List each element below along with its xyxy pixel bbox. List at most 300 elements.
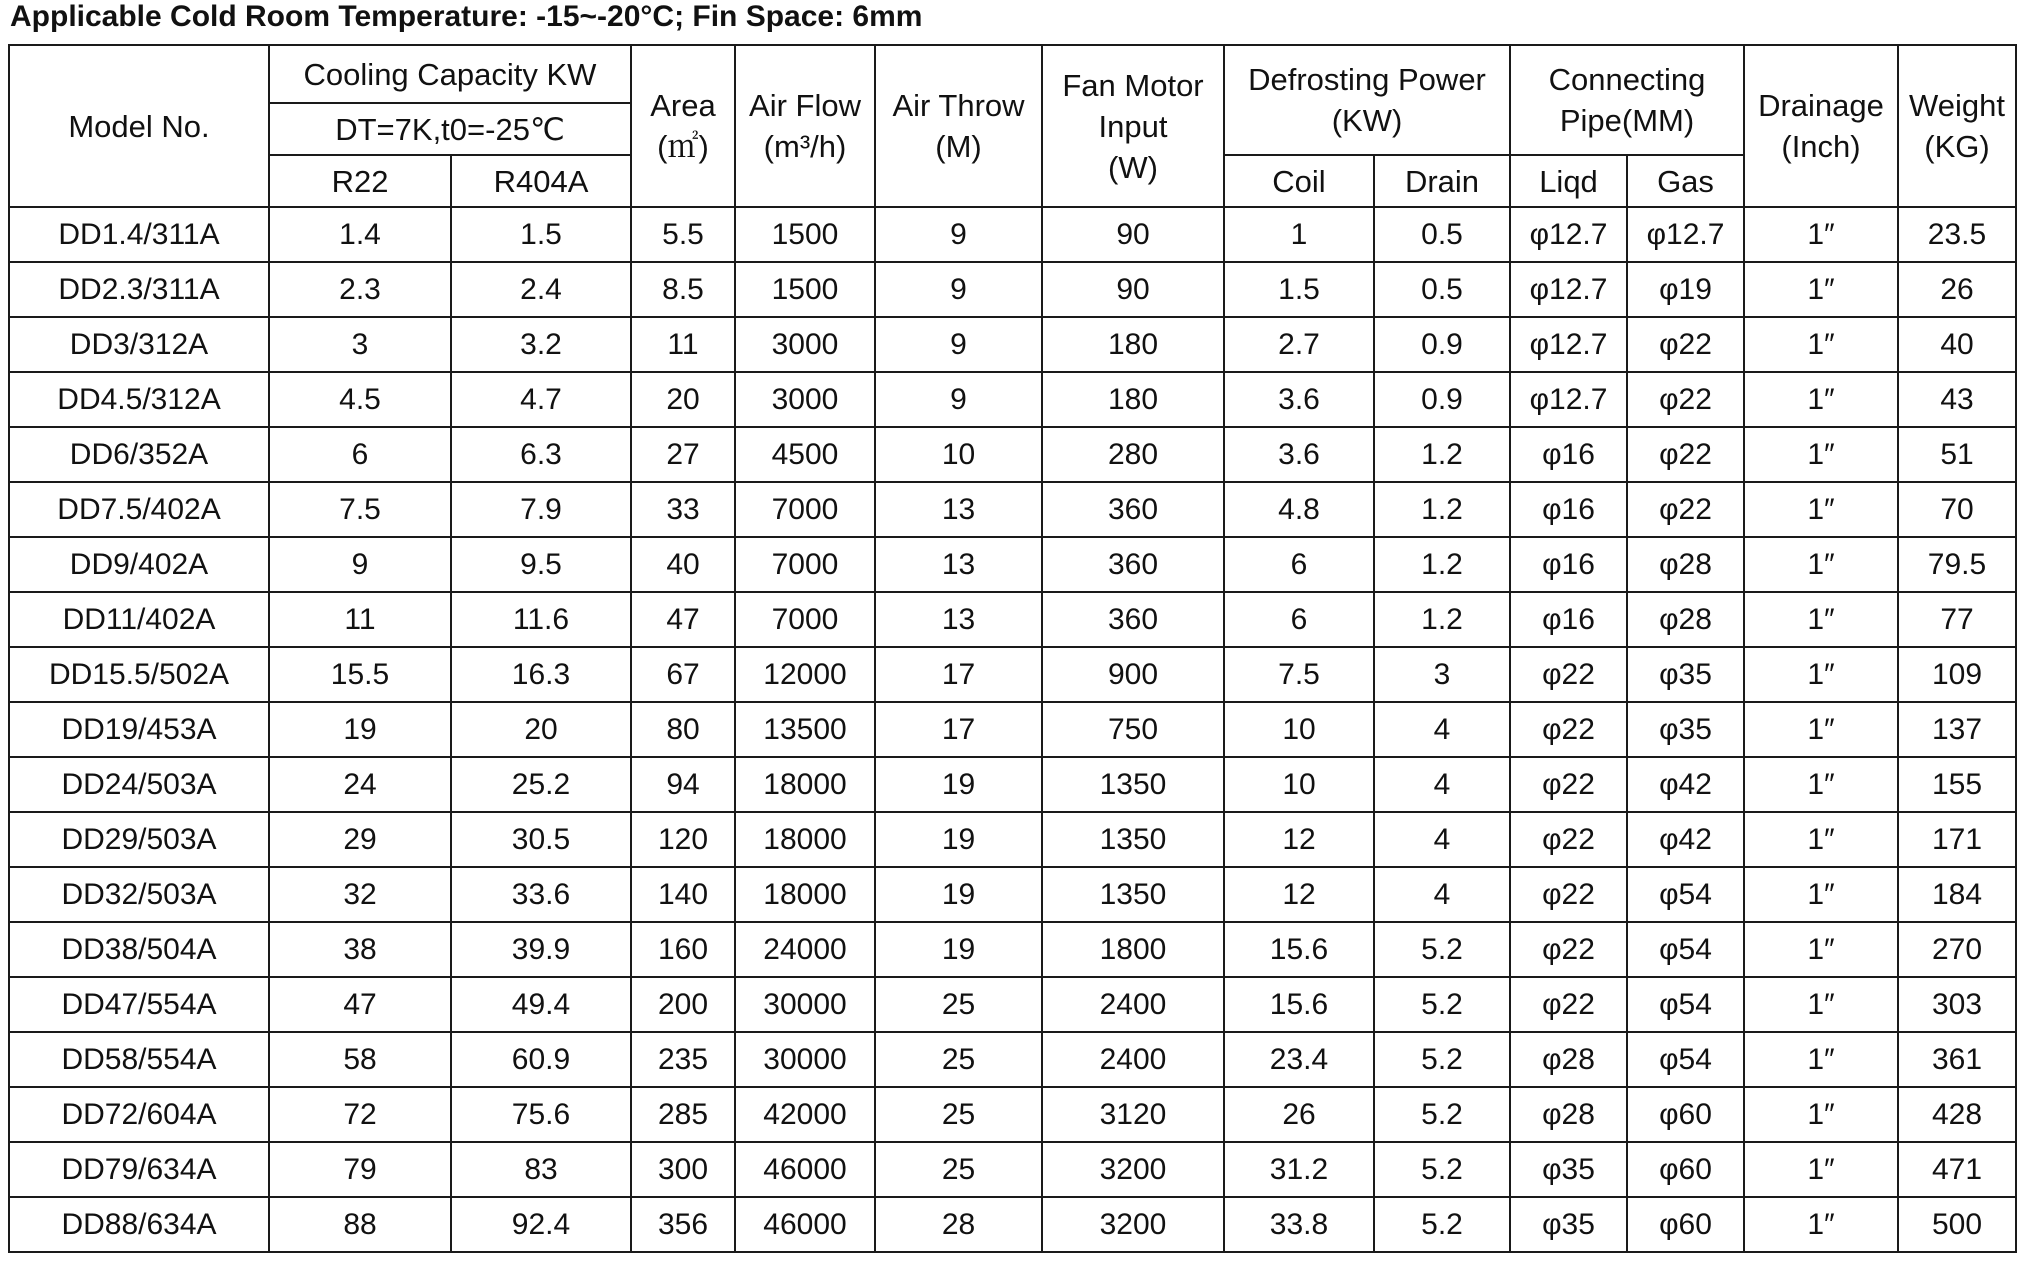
cell-liquid: φ22 xyxy=(1510,812,1627,867)
cell-r404a: 75.6 xyxy=(451,1087,631,1142)
cell-fan-motor: 360 xyxy=(1042,482,1224,537)
cell-gas: φ60 xyxy=(1627,1197,1744,1252)
header-fan-motor-line2: Input xyxy=(1098,108,1168,144)
cell-drain: 5.2 xyxy=(1374,922,1510,977)
cell-model: DD9/402A xyxy=(9,537,269,592)
cell-drainage: 1″ xyxy=(1744,372,1898,427)
cell-coil: 6 xyxy=(1224,592,1374,647)
header-coil: Coil xyxy=(1224,155,1374,207)
header-air-throw xyxy=(875,45,1042,207)
cell-model: DD79/634A xyxy=(9,1142,269,1197)
cell-fan-motor: 2400 xyxy=(1042,977,1224,1032)
cell-r404a: 9.5 xyxy=(451,537,631,592)
cell-r404a: 39.9 xyxy=(451,922,631,977)
header-r404a: R404A xyxy=(451,155,631,207)
header-pipe-line1: Connecting xyxy=(1548,62,1706,97)
table-row xyxy=(9,262,2016,317)
cell-drain: 0.9 xyxy=(1374,372,1510,427)
header-connecting-pipe xyxy=(1510,45,1744,155)
cell-r404a: 16.3 xyxy=(451,647,631,702)
cell-liquid: φ22 xyxy=(1510,702,1627,757)
cell-drain: 5.2 xyxy=(1374,1197,1510,1252)
cell-drain: 4 xyxy=(1374,702,1510,757)
cell-drain: 0.5 xyxy=(1374,207,1510,262)
cell-air-flow: 30000 xyxy=(735,1032,875,1087)
cell-weight: 70 xyxy=(1898,482,2016,537)
cell-area: 47 xyxy=(631,592,735,647)
cell-drainage: 1″ xyxy=(1744,1142,1898,1197)
cell-air-flow: 30000 xyxy=(735,977,875,1032)
cell-air-throw: 25 xyxy=(875,1032,1042,1087)
cell-r404a: 2.4 xyxy=(451,262,631,317)
header-air-throw-line2: (M) xyxy=(935,129,982,164)
cell-air-flow: 7000 xyxy=(735,482,875,537)
header-r22: R22 xyxy=(269,155,451,207)
cell-gas: φ12.7 xyxy=(1627,207,1744,262)
cell-r22: 32 xyxy=(269,867,451,922)
cell-gas: φ22 xyxy=(1627,482,1744,537)
cell-drainage: 1″ xyxy=(1744,482,1898,537)
header-cooling-capacity: Cooling Capacity KW xyxy=(269,45,631,103)
cell-area: 300 xyxy=(631,1142,735,1197)
header-fan-motor-line1: Fan Motor xyxy=(1062,67,1204,103)
cell-r22: 15.5 xyxy=(269,647,451,702)
cell-air-throw: 19 xyxy=(875,867,1042,922)
header-gas: Gas xyxy=(1627,155,1744,207)
cell-drainage: 1″ xyxy=(1744,537,1898,592)
cell-r22: 58 xyxy=(269,1032,451,1087)
cell-gas: φ22 xyxy=(1627,427,1744,482)
cell-weight: 137 xyxy=(1898,702,2016,757)
cell-air-flow: 13500 xyxy=(735,702,875,757)
cell-air-flow: 7000 xyxy=(735,537,875,592)
cell-weight: 171 xyxy=(1898,812,2016,867)
cell-liquid: φ16 xyxy=(1510,537,1627,592)
cell-drain: 3 xyxy=(1374,647,1510,702)
cell-fan-motor: 360 xyxy=(1042,592,1224,647)
cell-model: DD88/634A xyxy=(9,1197,269,1252)
cell-model: DD1.4/311A xyxy=(9,207,269,262)
cell-liquid: φ22 xyxy=(1510,922,1627,977)
cell-gas: φ60 xyxy=(1627,1142,1744,1197)
table-row xyxy=(9,977,2016,1032)
cell-drainage: 1″ xyxy=(1744,317,1898,372)
header-pipe-line2: Pipe(MM) xyxy=(1559,103,1695,138)
cell-r22: 9 xyxy=(269,537,451,592)
cell-gas: φ54 xyxy=(1627,922,1744,977)
cell-liquid: φ22 xyxy=(1510,977,1627,1032)
cell-model: DD24/503A xyxy=(9,757,269,812)
header-defrosting-power xyxy=(1224,45,1510,155)
cell-model: DD19/453A xyxy=(9,702,269,757)
cell-fan-motor: 1350 xyxy=(1042,757,1224,812)
cell-r22: 24 xyxy=(269,757,451,812)
table-row xyxy=(9,1032,2016,1087)
cell-coil: 10 xyxy=(1224,757,1374,812)
cell-air-throw: 17 xyxy=(875,647,1042,702)
cell-area: 285 xyxy=(631,1087,735,1142)
cell-area: 120 xyxy=(631,812,735,867)
cell-r22: 88 xyxy=(269,1197,451,1252)
cell-coil: 15.6 xyxy=(1224,922,1374,977)
cell-model: DD32/503A xyxy=(9,867,269,922)
cell-air-flow: 3000 xyxy=(735,372,875,427)
cell-weight: 500 xyxy=(1898,1197,2016,1252)
cell-air-throw: 19 xyxy=(875,922,1042,977)
cell-gas: φ35 xyxy=(1627,647,1744,702)
cell-gas: φ28 xyxy=(1627,592,1744,647)
header-area xyxy=(631,45,735,207)
cell-drainage: 1″ xyxy=(1744,1197,1898,1252)
cell-gas: φ22 xyxy=(1627,372,1744,427)
cell-area: 67 xyxy=(631,647,735,702)
cell-r404a: 83 xyxy=(451,1142,631,1197)
header-weight-line2: (KG) xyxy=(1924,129,1990,164)
cell-coil: 2.7 xyxy=(1224,317,1374,372)
header-air-flow-line2: (m³/h) xyxy=(763,129,847,164)
cell-drain: 4 xyxy=(1374,757,1510,812)
cell-air-throw: 9 xyxy=(875,262,1042,317)
cell-gas: φ54 xyxy=(1627,1032,1744,1087)
table-row xyxy=(9,922,2016,977)
header-drain: Drain xyxy=(1374,155,1510,207)
cell-r404a: 92.4 xyxy=(451,1197,631,1252)
cell-drain: 0.5 xyxy=(1374,262,1510,317)
cell-fan-motor: 750 xyxy=(1042,702,1224,757)
cell-air-flow: 42000 xyxy=(735,1087,875,1142)
cell-air-throw: 25 xyxy=(875,977,1042,1032)
table-header xyxy=(9,45,2016,207)
cell-air-flow: 7000 xyxy=(735,592,875,647)
cell-gas: φ42 xyxy=(1627,812,1744,867)
table-body xyxy=(9,207,2016,1252)
table-row xyxy=(9,757,2016,812)
cell-area: 140 xyxy=(631,867,735,922)
cell-gas: φ54 xyxy=(1627,867,1744,922)
cell-r404a: 3.2 xyxy=(451,317,631,372)
cell-model: DD11/402A xyxy=(9,592,269,647)
cell-drain: 4 xyxy=(1374,867,1510,922)
cell-air-throw: 13 xyxy=(875,482,1042,537)
cell-liquid: φ28 xyxy=(1510,1087,1627,1142)
cell-weight: 77 xyxy=(1898,592,2016,647)
cell-weight: 270 xyxy=(1898,922,2016,977)
table-row xyxy=(9,647,2016,702)
cell-weight: 23.5 xyxy=(1898,207,2016,262)
cell-liquid: φ16 xyxy=(1510,482,1627,537)
cell-air-throw: 19 xyxy=(875,812,1042,867)
cell-area: 5.5 xyxy=(631,207,735,262)
cell-fan-motor: 180 xyxy=(1042,372,1224,427)
cell-drainage: 1″ xyxy=(1744,262,1898,317)
cell-drainage: 1″ xyxy=(1744,1032,1898,1087)
cell-fan-motor: 280 xyxy=(1042,427,1224,482)
cell-liquid: φ35 xyxy=(1510,1197,1627,1252)
cell-drainage: 1″ xyxy=(1744,207,1898,262)
cell-liquid: φ16 xyxy=(1510,592,1627,647)
cell-coil: 3.6 xyxy=(1224,427,1374,482)
header-defrosting-line1: Defrosting Power xyxy=(1248,62,1486,97)
cell-fan-motor: 3200 xyxy=(1042,1142,1224,1197)
header-air-flow-line1: Air Flow xyxy=(749,88,861,123)
cell-weight: 184 xyxy=(1898,867,2016,922)
cell-weight: 155 xyxy=(1898,757,2016,812)
cell-model: DD3/312A xyxy=(9,317,269,372)
header-defrosting-line2: (KW) xyxy=(1331,103,1403,138)
cell-r404a: 25.2 xyxy=(451,757,631,812)
cell-area: 80 xyxy=(631,702,735,757)
cell-coil: 12 xyxy=(1224,812,1374,867)
cell-r22: 72 xyxy=(269,1087,451,1142)
table-row xyxy=(9,317,2016,372)
header-area-line1: Area xyxy=(650,88,716,123)
cell-fan-motor: 1800 xyxy=(1042,922,1224,977)
cell-r22: 3 xyxy=(269,317,451,372)
cell-weight: 40 xyxy=(1898,317,2016,372)
cell-gas: φ19 xyxy=(1627,262,1744,317)
cell-air-throw: 19 xyxy=(875,757,1042,812)
cell-air-throw: 13 xyxy=(875,537,1042,592)
cell-air-flow: 3000 xyxy=(735,317,875,372)
cell-r404a: 11.6 xyxy=(451,592,631,647)
cell-fan-motor: 3120 xyxy=(1042,1087,1224,1142)
cell-drain: 0.9 xyxy=(1374,317,1510,372)
cell-area: 200 xyxy=(631,977,735,1032)
cell-air-throw: 17 xyxy=(875,702,1042,757)
cell-coil: 15.6 xyxy=(1224,977,1374,1032)
cell-drainage: 1″ xyxy=(1744,867,1898,922)
cell-r404a: 33.6 xyxy=(451,867,631,922)
cell-r404a: 1.5 xyxy=(451,207,631,262)
cell-r22: 47 xyxy=(269,977,451,1032)
cell-air-throw: 9 xyxy=(875,372,1042,427)
cell-air-flow: 18000 xyxy=(735,812,875,867)
cell-gas: φ35 xyxy=(1627,702,1744,757)
cell-model: DD4.5/312A xyxy=(9,372,269,427)
header-drainage-line2: (Inch) xyxy=(1781,129,1861,164)
header-fan-motor-line3: (W) xyxy=(1108,149,1158,185)
header-area-line2: (㎡) xyxy=(657,129,709,164)
cell-liquid: φ12.7 xyxy=(1510,262,1627,317)
cell-drain: 5.2 xyxy=(1374,977,1510,1032)
cell-air-flow: 18000 xyxy=(735,757,875,812)
cell-r404a: 30.5 xyxy=(451,812,631,867)
cell-drain: 5.2 xyxy=(1374,1142,1510,1197)
cell-liquid: φ16 xyxy=(1510,427,1627,482)
table-row xyxy=(9,427,2016,482)
cell-coil: 10 xyxy=(1224,702,1374,757)
cell-r22: 19 xyxy=(269,702,451,757)
cell-liquid: φ22 xyxy=(1510,647,1627,702)
cell-weight: 51 xyxy=(1898,427,2016,482)
cell-drain: 4 xyxy=(1374,812,1510,867)
cell-coil: 23.4 xyxy=(1224,1032,1374,1087)
cell-r404a: 60.9 xyxy=(451,1032,631,1087)
cell-air-flow: 4500 xyxy=(735,427,875,482)
cell-r22: 7.5 xyxy=(269,482,451,537)
cell-air-flow: 12000 xyxy=(735,647,875,702)
header-model-no: Model No. xyxy=(9,45,269,207)
cell-coil: 12 xyxy=(1224,867,1374,922)
table-row xyxy=(9,592,2016,647)
cell-drainage: 1″ xyxy=(1744,647,1898,702)
table-row xyxy=(9,702,2016,757)
table-row xyxy=(9,537,2016,592)
cell-gas: φ60 xyxy=(1627,1087,1744,1142)
cell-weight: 79.5 xyxy=(1898,537,2016,592)
cell-area: 235 xyxy=(631,1032,735,1087)
cell-area: 27 xyxy=(631,427,735,482)
cell-liquid: φ12.7 xyxy=(1510,317,1627,372)
cell-coil: 31.2 xyxy=(1224,1142,1374,1197)
header-weight xyxy=(1898,45,2016,207)
cell-model: DD15.5/502A xyxy=(9,647,269,702)
cell-coil: 33.8 xyxy=(1224,1197,1374,1252)
cell-gas: φ42 xyxy=(1627,757,1744,812)
cell-fan-motor: 90 xyxy=(1042,262,1224,317)
cell-coil: 1.5 xyxy=(1224,262,1374,317)
cell-area: 20 xyxy=(631,372,735,427)
cell-drain: 5.2 xyxy=(1374,1087,1510,1142)
cell-air-throw: 25 xyxy=(875,1142,1042,1197)
header-liquid: Liqd xyxy=(1510,155,1627,207)
cell-air-flow: 18000 xyxy=(735,867,875,922)
cell-air-flow: 46000 xyxy=(735,1197,875,1252)
cell-model: DD7.5/402A xyxy=(9,482,269,537)
cell-r22: 38 xyxy=(269,922,451,977)
cell-drainage: 1″ xyxy=(1744,812,1898,867)
cell-fan-motor: 180 xyxy=(1042,317,1224,372)
cell-drainage: 1″ xyxy=(1744,427,1898,482)
cell-coil: 7.5 xyxy=(1224,647,1374,702)
cell-weight: 303 xyxy=(1898,977,2016,1032)
cell-air-flow: 24000 xyxy=(735,922,875,977)
cell-air-throw: 25 xyxy=(875,1087,1042,1142)
cell-air-flow: 1500 xyxy=(735,207,875,262)
cell-drainage: 1″ xyxy=(1744,757,1898,812)
cell-coil: 4.8 xyxy=(1224,482,1374,537)
cell-fan-motor: 3200 xyxy=(1042,1197,1224,1252)
cell-air-flow: 46000 xyxy=(735,1142,875,1197)
cell-weight: 471 xyxy=(1898,1142,2016,1197)
header-weight-line1: Weight xyxy=(1909,88,2005,123)
cell-r22: 79 xyxy=(269,1142,451,1197)
cell-r22: 11 xyxy=(269,592,451,647)
cell-r404a: 6.3 xyxy=(451,427,631,482)
cell-drainage: 1″ xyxy=(1744,702,1898,757)
cell-r404a: 4.7 xyxy=(451,372,631,427)
cell-model: DD72/604A xyxy=(9,1087,269,1142)
cell-r22: 29 xyxy=(269,812,451,867)
header-fan-motor-input xyxy=(1042,45,1224,207)
cell-drain: 1.2 xyxy=(1374,427,1510,482)
cell-fan-motor: 900 xyxy=(1042,647,1224,702)
table-row xyxy=(9,867,2016,922)
cell-weight: 109 xyxy=(1898,647,2016,702)
cell-drain: 1.2 xyxy=(1374,592,1510,647)
table-row xyxy=(9,207,2016,262)
cell-r22: 6 xyxy=(269,427,451,482)
table-row xyxy=(9,482,2016,537)
cell-drain: 1.2 xyxy=(1374,537,1510,592)
cell-air-flow: 1500 xyxy=(735,262,875,317)
cell-fan-motor: 1350 xyxy=(1042,867,1224,922)
cell-liquid: φ28 xyxy=(1510,1032,1627,1087)
cell-drainage: 1″ xyxy=(1744,977,1898,1032)
cell-model: DD38/504A xyxy=(9,922,269,977)
cell-r404a: 7.9 xyxy=(451,482,631,537)
cell-liquid: φ22 xyxy=(1510,757,1627,812)
table-row xyxy=(9,1142,2016,1197)
cell-coil: 3.6 xyxy=(1224,372,1374,427)
header-drainage-line1: Drainage xyxy=(1758,88,1884,123)
cell-r404a: 49.4 xyxy=(451,977,631,1032)
cell-fan-motor: 90 xyxy=(1042,207,1224,262)
cell-drainage: 1″ xyxy=(1744,922,1898,977)
cell-fan-motor: 360 xyxy=(1042,537,1224,592)
cell-drain: 1.2 xyxy=(1374,482,1510,537)
cell-air-throw: 13 xyxy=(875,592,1042,647)
cell-area: 160 xyxy=(631,922,735,977)
table-row xyxy=(9,812,2016,867)
cell-area: 40 xyxy=(631,537,735,592)
cell-liquid: φ35 xyxy=(1510,1142,1627,1197)
cell-air-throw: 9 xyxy=(875,207,1042,262)
header-air-flow xyxy=(735,45,875,207)
cell-liquid: φ12.7 xyxy=(1510,372,1627,427)
cell-gas: φ28 xyxy=(1627,537,1744,592)
cell-area: 94 xyxy=(631,757,735,812)
header-condition: DT=7K,t0=-25℃ xyxy=(269,103,631,155)
cell-coil: 6 xyxy=(1224,537,1374,592)
cell-drain: 5.2 xyxy=(1374,1032,1510,1087)
cell-weight: 428 xyxy=(1898,1087,2016,1142)
cell-gas: φ54 xyxy=(1627,977,1744,1032)
cell-gas: φ22 xyxy=(1627,317,1744,372)
cell-fan-motor: 2400 xyxy=(1042,1032,1224,1087)
cell-model: DD2.3/311A xyxy=(9,262,269,317)
cell-area: 356 xyxy=(631,1197,735,1252)
cell-coil: 26 xyxy=(1224,1087,1374,1142)
cell-area: 33 xyxy=(631,482,735,537)
cell-coil: 1 xyxy=(1224,207,1374,262)
cell-model: DD58/554A xyxy=(9,1032,269,1087)
cell-weight: 43 xyxy=(1898,372,2016,427)
cell-drainage: 1″ xyxy=(1744,592,1898,647)
cell-drainage: 1″ xyxy=(1744,1087,1898,1142)
cell-model: DD6/352A xyxy=(9,427,269,482)
table-row xyxy=(9,372,2016,427)
cell-weight: 361 xyxy=(1898,1032,2016,1087)
cell-liquid: φ22 xyxy=(1510,867,1627,922)
table-row xyxy=(9,1087,2016,1142)
cell-liquid: φ12.7 xyxy=(1510,207,1627,262)
page-title: Applicable Cold Room Temperature: -15~-20°C; Fin Space: 6mm xyxy=(10,0,923,33)
cell-r22: 2.3 xyxy=(269,262,451,317)
header-drainage xyxy=(1744,45,1898,207)
cell-model: DD47/554A xyxy=(9,977,269,1032)
cell-r22: 1.4 xyxy=(269,207,451,262)
cell-model: DD29/503A xyxy=(9,812,269,867)
cell-weight: 26 xyxy=(1898,262,2016,317)
header-air-throw-line1: Air Throw xyxy=(892,88,1025,123)
spec-table xyxy=(8,44,2017,1253)
cell-air-throw: 9 xyxy=(875,317,1042,372)
cell-air-throw: 28 xyxy=(875,1197,1042,1252)
cell-fan-motor: 1350 xyxy=(1042,812,1224,867)
table-row xyxy=(9,1197,2016,1252)
cell-r22: 4.5 xyxy=(269,372,451,427)
